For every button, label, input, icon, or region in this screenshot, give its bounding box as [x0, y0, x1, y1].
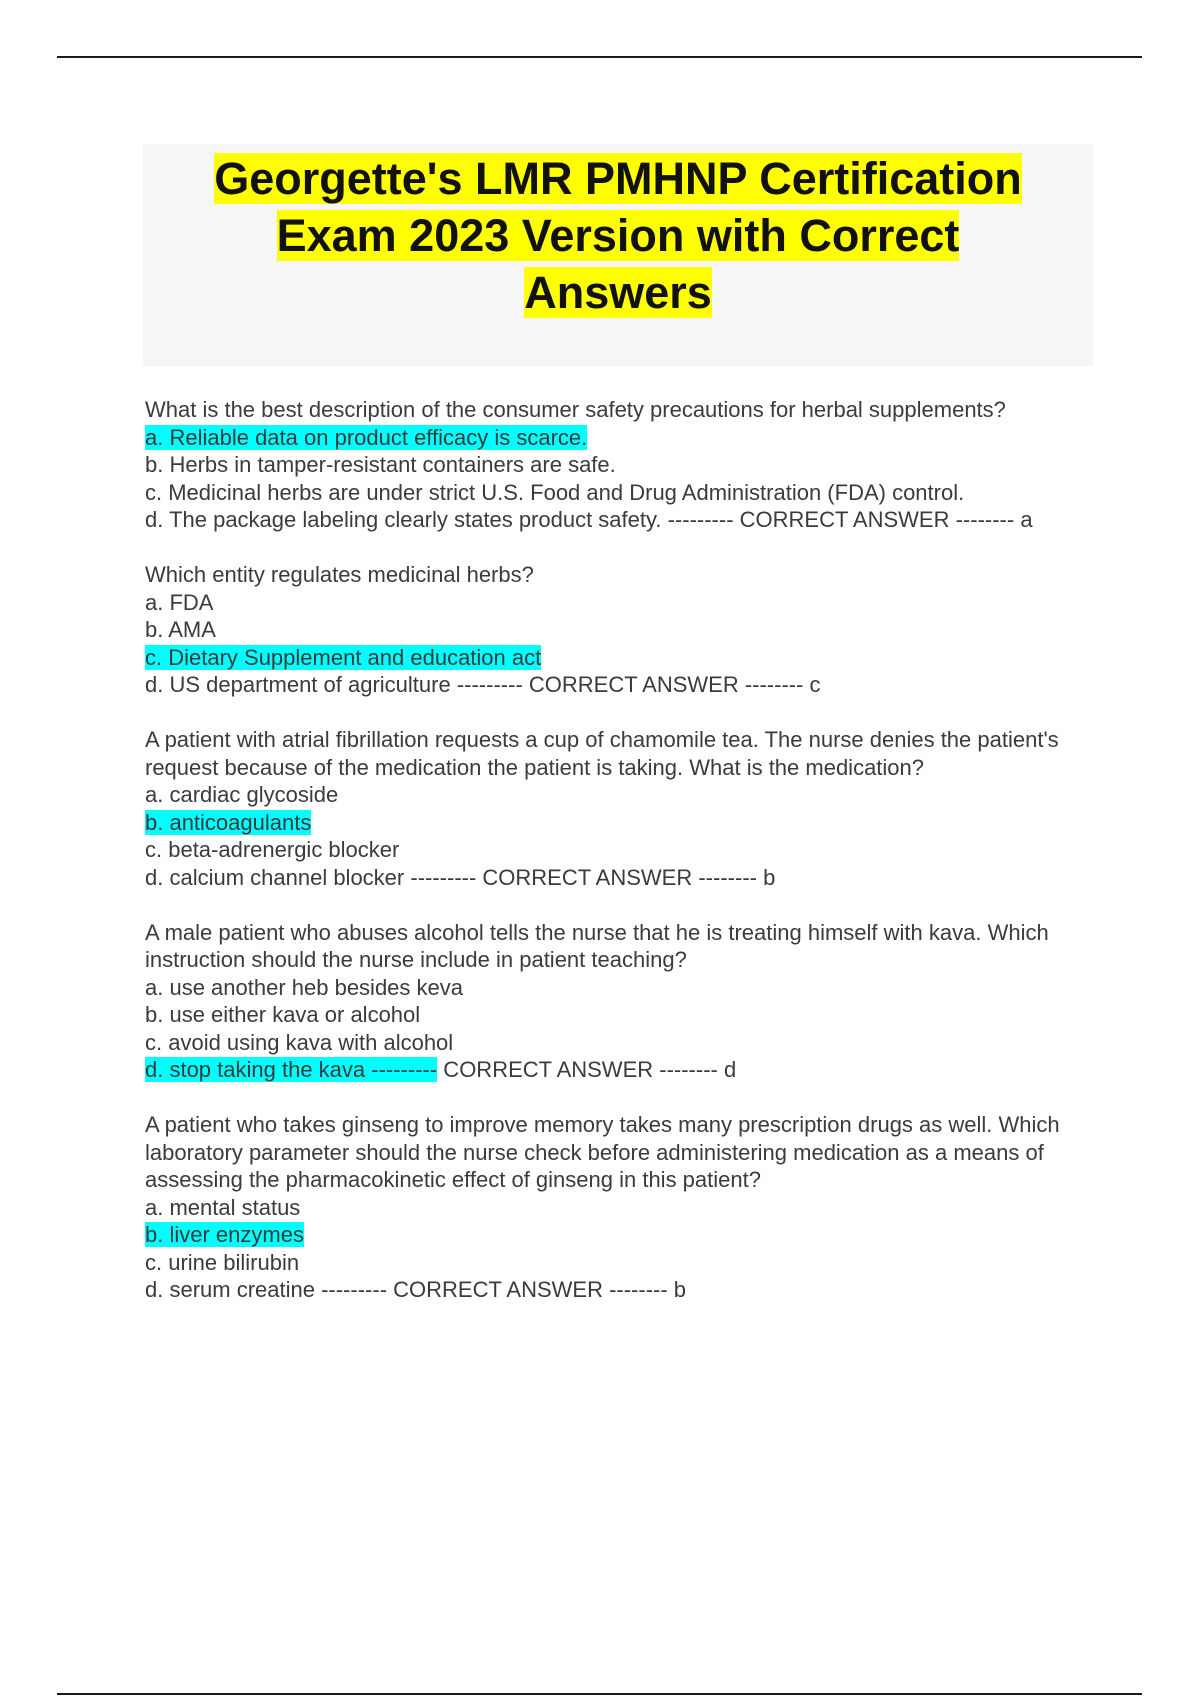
option-d	[145, 864, 1090, 892]
footer-rule	[57, 1693, 1142, 1695]
option-text: d. US department of agriculture	[145, 672, 451, 697]
option-c: c. beta-adrenergic blocker	[145, 837, 400, 862]
question-stem: A patient who takes ginseng to improve memory takes many prescription drugs as well. Which laboratory parameter should the nurse check before administering medication as a means of assessing the pharmacokinetic effect of ginseng in this patient?	[145, 1112, 1060, 1192]
title-box	[143, 144, 1093, 366]
correct-option-highlight: b. anticoagulants	[145, 809, 312, 835]
correct-option-highlight: d. stop taking the kava ---------	[145, 1057, 438, 1082]
option-b: b. Herbs in tamper-resistant containers are safe.	[145, 452, 616, 477]
correct-answer-tag: --------- CORRECT ANSWER -------- b	[404, 864, 776, 890]
correct-answer-tag: CORRECT ANSWER -------- d	[437, 1057, 737, 1082]
question-3	[145, 726, 1090, 891]
option-b: b. AMA	[145, 617, 216, 642]
option-d	[145, 671, 1090, 699]
question-5	[145, 1111, 1090, 1304]
option-a: a. use another heb besides keva	[145, 974, 464, 1000]
title-line: Exam 2023 Version with Correct	[276, 210, 960, 261]
title-line: Answers	[524, 267, 712, 318]
option-b: b. use either kava or alcohol	[145, 1002, 421, 1027]
option-c	[145, 644, 1090, 672]
option-b	[145, 809, 1090, 837]
correct-answer-tag: --------- CORRECT ANSWER -------- c	[450, 672, 821, 697]
question-1	[145, 396, 1090, 534]
option-text: d. calcium channel blocker	[145, 864, 405, 890]
option-c: c. avoid using kava with alcohol	[145, 1029, 454, 1055]
question-2	[145, 561, 1090, 699]
question-list	[145, 396, 1090, 1331]
option-text: d. The package labeling clearly states product safety.	[145, 507, 662, 532]
correct-answer-tag: --------- CORRECT ANSWER -------- a	[661, 507, 1033, 532]
option-a: a. FDA	[145, 589, 214, 615]
correct-answer-tag: --------- CORRECT ANSWER -------- b	[314, 1277, 687, 1302]
option-b	[145, 1221, 1090, 1249]
question-stem: A male patient who abuses alcohol tells the nurse that he is treating himself with kava. Which instruction should the nurse include in patient teaching?	[145, 919, 1049, 972]
correct-option-highlight: b. liver enzymes	[145, 1222, 304, 1247]
option-text: d. serum creatine	[145, 1277, 315, 1302]
question-stem: A patient with atrial fibrillation requests a cup of chamomile tea. The nurse denies the patient's request because of the medication the patient is taking. What is the medication?	[145, 727, 1059, 780]
document-title	[143, 144, 1093, 321]
correct-option-highlight: a. Reliable data on product efficacy is scarce.	[145, 424, 588, 450]
option-a: a. cardiac glycoside	[145, 782, 339, 807]
option-d	[145, 1056, 1090, 1084]
question-stem: What is the best description of the consumer safety precautions for herbal supplements?	[145, 397, 1006, 422]
option-a	[145, 424, 1090, 452]
option-a: a. mental status	[145, 1194, 301, 1220]
option-d	[145, 506, 1090, 534]
option-c: c. Medicinal herbs are under strict U.S. Food and Drug Administration (FDA) control.	[145, 479, 965, 505]
option-c: c. urine bilirubin	[145, 1249, 300, 1275]
title-line: Georgette's LMR PMHNP Certification	[214, 153, 1022, 204]
header-rule	[57, 56, 1142, 58]
option-d	[145, 1276, 1090, 1304]
question-4	[145, 919, 1090, 1084]
question-stem: Which entity regulates medicinal herbs?	[145, 562, 534, 587]
correct-option-highlight: c. Dietary Supplement and education act	[145, 644, 542, 670]
